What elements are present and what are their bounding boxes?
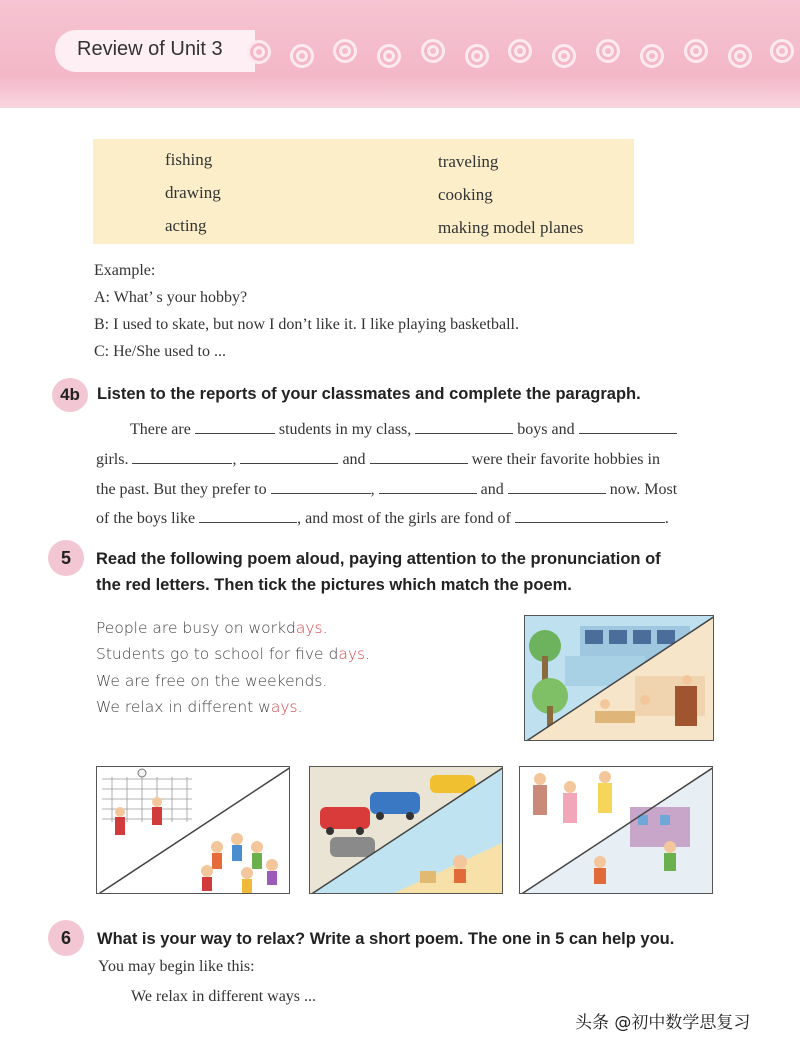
poem-text: People are busy on workd xyxy=(96,619,296,637)
paragraph-text: students in my class, xyxy=(278,421,412,438)
poem-red-letters: ays xyxy=(338,645,366,663)
ring-icon xyxy=(684,39,708,63)
paragraph-line-1 xyxy=(130,420,677,439)
paragraph-text: girls. xyxy=(96,451,129,468)
poem-text: . xyxy=(297,698,303,716)
section-6-starter-line: We relax in different ways ... xyxy=(131,988,317,1005)
section-6-prompt: You may begin like this: xyxy=(98,958,255,975)
paragraph-text: the past. But they prefer to xyxy=(96,481,267,498)
paragraph-text: now. Most xyxy=(609,481,678,498)
ring-icon xyxy=(290,44,314,68)
answer-blank[interactable] xyxy=(240,450,338,464)
ring-icon xyxy=(770,39,794,63)
page-title: Review of Unit 3 xyxy=(77,38,223,60)
example-line-c: C: He/She used to ... xyxy=(94,343,226,360)
hobby-word: making model planes xyxy=(438,218,584,237)
ring-icon xyxy=(333,39,357,63)
paragraph-text: were their favorite hobbies in xyxy=(471,451,660,468)
paragraph-line-4 xyxy=(96,509,669,528)
ring-icon xyxy=(508,39,532,63)
answer-blank[interactable] xyxy=(379,480,477,494)
section-6-instruction: What is your way to relax? Write a short poem. The one in 5 can help you. xyxy=(97,930,675,948)
shopping-street-illustration xyxy=(520,767,713,894)
picture-shopping-and-street[interactable] xyxy=(519,766,713,894)
poem-text: . xyxy=(322,619,328,637)
answer-blank[interactable] xyxy=(508,480,606,494)
poem-line xyxy=(96,672,327,690)
section-5-instruction: Read the following poem aloud, paying attention to the pronunciation of xyxy=(96,550,661,568)
poem-line xyxy=(96,698,303,716)
paragraph-text: of the boys like xyxy=(96,510,196,527)
volleyball-illustration xyxy=(97,767,290,894)
paragraph-text: , xyxy=(232,451,237,468)
answer-blank[interactable] xyxy=(195,420,275,434)
section-number-badge: 4b xyxy=(52,378,88,412)
poem-red-letters: ays xyxy=(270,698,298,716)
classroom-illustration xyxy=(525,616,714,741)
traffic-beach-illustration xyxy=(310,767,503,894)
example-line-b: B: I used to skate, but now I don’t like it. I like playing basketball. xyxy=(94,316,519,333)
picture-school-classroom[interactable] xyxy=(524,615,714,741)
section-number-badge: 6 xyxy=(48,920,84,956)
paragraph-text: , and most of the girls are fond of xyxy=(297,510,511,527)
watermark-text: 头条 @初中数学思复习 xyxy=(575,1013,751,1033)
hobby-word: acting xyxy=(165,216,207,235)
paragraph-line-2 xyxy=(96,450,660,469)
answer-blank[interactable] xyxy=(370,450,468,464)
section-4b-instruction: Listen to the reports of your classmates and complete the paragraph. xyxy=(97,385,641,403)
paragraph-text: There are xyxy=(130,421,191,438)
ring-icon xyxy=(465,44,489,68)
ring-icon xyxy=(421,39,445,63)
section-5-instruction: the red letters. Then tick the pictures which match the poem. xyxy=(96,576,572,594)
paragraph-line-3 xyxy=(96,480,677,499)
poem-text: We relax in different w xyxy=(96,698,271,716)
paragraph-text: . xyxy=(664,510,669,527)
paragraph-text: and xyxy=(342,451,366,468)
poem-line xyxy=(96,645,370,663)
poem-text: . xyxy=(365,645,371,663)
poem-line xyxy=(96,619,328,637)
paragraph-text: and xyxy=(480,481,504,498)
picture-volleyball-and-play[interactable] xyxy=(96,766,290,894)
hobby-word: drawing xyxy=(165,183,221,202)
answer-blank[interactable] xyxy=(579,420,677,434)
answer-blank[interactable] xyxy=(415,420,513,434)
poem-text: We are free on the weekends. xyxy=(96,672,328,690)
ring-icon xyxy=(728,44,752,68)
ring-icon xyxy=(596,39,620,63)
hobby-word: traveling xyxy=(438,152,499,171)
hobby-word: cooking xyxy=(438,185,493,204)
section-number-badge: 5 xyxy=(48,540,84,576)
answer-blank[interactable] xyxy=(132,450,232,464)
poem-red-letters: ays xyxy=(295,619,323,637)
paragraph-text: boys and xyxy=(517,421,575,438)
picture-traffic-and-beach[interactable] xyxy=(309,766,503,894)
ring-icon xyxy=(552,44,576,68)
poem-text: Students go to school for five d xyxy=(96,645,339,663)
answer-blank[interactable] xyxy=(199,509,297,523)
ring-icon xyxy=(640,44,664,68)
example-line-a: A: What’ s your hobby? xyxy=(94,289,248,306)
answer-blank[interactable] xyxy=(271,480,371,494)
ring-icon xyxy=(247,40,271,64)
decorative-rings xyxy=(245,36,795,76)
ring-icon xyxy=(377,44,401,68)
paragraph-text: , xyxy=(370,481,375,498)
hobby-word: fishing xyxy=(165,150,213,169)
answer-blank[interactable] xyxy=(515,509,665,523)
example-label: Example: xyxy=(94,262,156,279)
